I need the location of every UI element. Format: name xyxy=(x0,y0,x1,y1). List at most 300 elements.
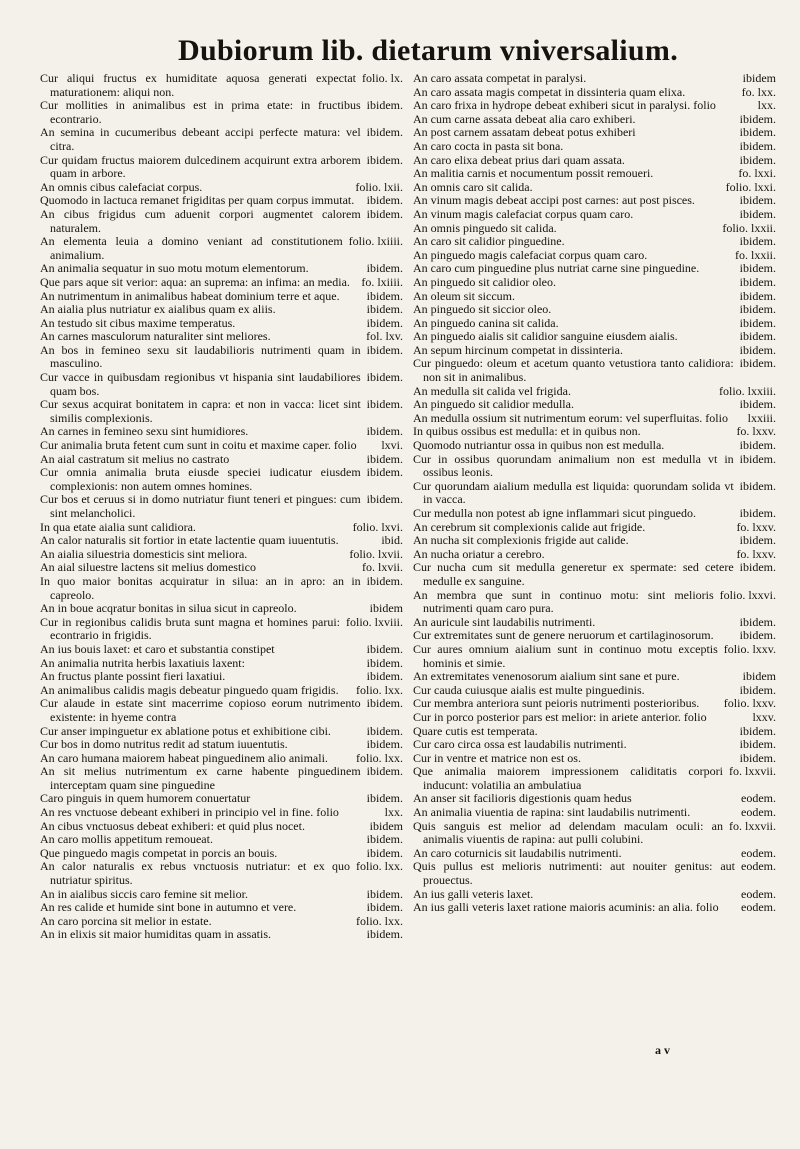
question-text: Cur mollities in animalibus est in prima etate: in fructibus econtrario. xyxy=(40,98,361,126)
question-text: An pinguedo sit siccior oleo. xyxy=(413,302,552,317)
question-text: An semina in cucumeribus debeant accipi perfecte matura: vel citra. xyxy=(40,125,361,153)
folio-reference: ibidem. xyxy=(739,682,776,697)
folio-reference: folio. lxxvi. xyxy=(719,587,776,602)
folio-reference: ibidem. xyxy=(739,288,776,303)
question-text: An vinum magis calefaciat corpus quam caro. xyxy=(413,206,634,221)
question-text: An auricule sint laudabilis nutrimenti. xyxy=(413,614,596,629)
folio-reference: ibidem. xyxy=(366,397,403,412)
folio-reference: fo. lxxii. xyxy=(735,247,776,262)
folio-reference: eodem. xyxy=(741,845,776,860)
folio-reference: ibidem. xyxy=(366,737,403,752)
index-entry xyxy=(413,167,776,181)
index-entry xyxy=(413,425,776,439)
index-entry xyxy=(40,928,403,942)
right-column xyxy=(413,72,776,942)
question-text: An omnis cibus calefaciat corpus. xyxy=(40,179,203,194)
question-text: An bos in femineo sexu sit laudabilioris nutrimenti quam in masculino. xyxy=(40,342,361,371)
question-text: An caro porcina sit melior in estate. xyxy=(40,913,212,928)
question-text: Cur quidam fructus maiorem dulcedinem acquirunt extra arborem quam in arbore. xyxy=(40,152,361,181)
folio-reference: folio. lxxii. xyxy=(722,220,776,235)
question-text: An animalia nutrita herbis laxatiuis laxent: xyxy=(40,655,245,670)
question-text: In qua etate aialia sunt calidiora. xyxy=(40,519,196,534)
question-text: An pinguedo canina sit calida. xyxy=(413,315,559,330)
question-text: An sit melius nutrimentum ex carne habente pinguedinem interceptam quam sine pinguedine xyxy=(40,764,361,792)
index-entry xyxy=(413,629,776,643)
index-entry xyxy=(413,860,776,887)
folio-reference: fo. lxiiii. xyxy=(361,274,403,289)
index-entry xyxy=(413,276,776,290)
folio-reference: ibidem xyxy=(369,601,403,616)
question-text: Cur omnia animalia bruta eiusde speciei iudicatur eiusdem complexionis: non autem omnes homines. xyxy=(40,465,361,493)
question-text: In quibus ossibus est medulla: et in quibus non. xyxy=(413,424,641,439)
question-text: An cum carne assata debeat alia caro exhiberi. xyxy=(413,111,636,126)
folio-reference: ibidem. xyxy=(739,750,776,765)
question-text: Cur vacce in quibusdam regionibus vt hispania sint laudabiliores quam bos. xyxy=(40,370,361,398)
question-text: An pinguedo sit calidior medulla. xyxy=(413,397,574,412)
folio-reference: ibidem. xyxy=(366,206,403,221)
question-text: Quomodo in lactuca remanet frigiditas per quam corpus immutat. xyxy=(40,193,355,208)
question-text: An nutrimentum in animalibus habeat dominium terre et aque. xyxy=(40,288,340,303)
folio-reference: lxx. xyxy=(757,98,776,113)
index-entry xyxy=(40,548,403,562)
folio-reference: ibidem. xyxy=(366,315,403,330)
folio-reference: ibidem. xyxy=(366,655,403,670)
question-text: An caro assata magis competat in dissinteria quam elixa. xyxy=(413,84,686,99)
folio-reference: eodem. xyxy=(741,859,776,874)
question-text: Cur in porco posterior pars est melior: in ariete anterior. folio xyxy=(413,709,707,724)
index-entry xyxy=(40,521,403,535)
index-entry xyxy=(413,181,776,195)
index-entry xyxy=(413,697,776,711)
question-text: An carnes masculorum naturaliter sint meliores. xyxy=(40,329,271,344)
folio-reference: ibid. xyxy=(381,533,403,548)
question-text: Cur extremitates sunt de genere neruorum et cartilaginosorum. xyxy=(413,628,714,643)
index-entry xyxy=(413,534,776,548)
question-text: Que pinguedo magis competat in porcis an bouis. xyxy=(40,845,278,860)
question-text: An caro frixa in hydrope debeat exhiberi sicut in paralysi. folio xyxy=(413,98,716,113)
question-text: An medulla sit calida vel frigida. xyxy=(413,383,571,398)
question-text: An pinguedo magis calefaciat corpus quam caro. xyxy=(413,247,648,262)
folio-reference: ibidem. xyxy=(739,614,776,629)
folio-reference: ibidem. xyxy=(366,573,403,588)
folio-reference: ibidem. xyxy=(739,302,776,317)
index-entry xyxy=(40,833,403,847)
folio-reference: fo. lxxvii. xyxy=(729,764,776,779)
index-entry xyxy=(40,616,403,643)
folio-reference: ibidem. xyxy=(366,791,403,806)
folio-reference: eodem. xyxy=(741,900,776,915)
index-entry xyxy=(40,575,403,602)
folio-reference: folio. lxxv. xyxy=(723,696,776,711)
question-text: An res vnctuose debeant exhiberi in principio vel in fine. folio xyxy=(40,805,339,820)
running-header: Dubiorum lib. dietarum vniversalium. xyxy=(178,34,678,67)
index-entry xyxy=(40,738,403,752)
folio-reference: ibidem. xyxy=(366,261,403,276)
index-entry xyxy=(40,657,403,671)
folio-reference: ibidem. xyxy=(366,723,403,738)
question-text: An carnes in femineo sexu sint humidiores. xyxy=(40,424,249,439)
index-entry xyxy=(413,684,776,698)
question-text: An aial castratum sit melius no castrato xyxy=(40,451,230,466)
folio-reference: ibidem. xyxy=(366,832,403,847)
question-text: An in boue acqratur bonitas in silua sicut in capreolo. xyxy=(40,601,297,616)
question-text: Quare cutis est temperata. xyxy=(413,723,538,738)
folio-reference: ibidem. xyxy=(739,451,776,466)
index-entry xyxy=(413,140,776,154)
question-text: Cur pinguedo: oleum et acetum quanto vetustiora tanto calidiora: non sit in animalibus. xyxy=(413,356,734,385)
index-entry xyxy=(40,888,403,902)
question-text: An animalibus calidis magis debeatur pinguedo quam frigidis. xyxy=(40,682,339,697)
signature-mark: a v xyxy=(655,1043,670,1057)
folio-reference: ibidem. xyxy=(739,111,776,126)
folio-reference: ibidem. xyxy=(739,628,776,643)
index-entry xyxy=(413,303,776,317)
folio-reference: fo. lxx. xyxy=(741,84,776,99)
index-columns xyxy=(40,72,776,942)
folio-reference: ibidem. xyxy=(739,125,776,140)
question-text: An animalia sequatur in suo motu motum elementorum. xyxy=(40,261,309,276)
question-text: An cerebrum sit complexionis calide aut frigide. xyxy=(413,519,646,534)
index-entry xyxy=(413,901,776,915)
question-text: An pinguedo aialis sit calidior sanguine eiusdem aialis. xyxy=(413,329,678,344)
index-entry xyxy=(413,99,776,113)
index-entry xyxy=(413,262,776,276)
folio-reference: ibidem. xyxy=(739,138,776,153)
question-text: Cur in ventre et matrice non est os. xyxy=(413,750,581,765)
question-text: An ius galli veteris laxet. xyxy=(413,886,534,901)
question-text: An sepum hircinum competat in dissinteria. xyxy=(413,342,623,357)
folio-reference: ibidem. xyxy=(739,737,776,752)
question-text: An caro sit calidior pinguedine. xyxy=(413,234,565,249)
index-entry xyxy=(413,126,776,140)
folio-reference: folio. lx. xyxy=(362,71,403,85)
index-entry xyxy=(40,792,403,806)
folio-reference: ibidem. xyxy=(739,438,776,453)
folio-reference: folio. lxviii. xyxy=(346,614,403,629)
folio-reference: ibidem. xyxy=(366,927,403,942)
question-text: Cur anser impinguetur ex ablatione potus et exhibitione cibi. xyxy=(40,723,331,738)
question-text: Cur aliqui fructus ex humiditate aquosa generati expectat maturationem: aliqui non. xyxy=(40,71,356,99)
folio-reference: folio. lxvii. xyxy=(349,546,403,561)
index-entry xyxy=(413,752,776,766)
index-entry xyxy=(40,344,403,371)
question-text: An ius bouis laxet: et caro et substantia constipet xyxy=(40,641,275,656)
folio-reference: ibidem. xyxy=(739,533,776,548)
folio-reference: ibidem. xyxy=(366,451,403,466)
folio-reference: eodem. xyxy=(741,886,776,901)
question-text: An fructus plante possint fieri laxatiui. xyxy=(40,669,226,684)
folio-reference: ibidem. xyxy=(366,342,403,357)
index-entry xyxy=(413,208,776,222)
index-entry xyxy=(40,262,403,276)
folio-reference: fo. lxxv. xyxy=(736,519,776,534)
folio-reference: fo. lxxvii. xyxy=(729,818,776,833)
index-entry xyxy=(40,208,403,235)
index-entry xyxy=(413,72,776,86)
index-entry xyxy=(40,643,403,657)
question-text: Cur bos in domo nutritus redit ad statum iuuentutis. xyxy=(40,737,288,752)
folio-reference: folio. lxii. xyxy=(355,179,403,194)
folio-reference: ibidem. xyxy=(739,152,776,167)
index-entry xyxy=(40,901,403,915)
folio-reference: fol. lxv. xyxy=(366,329,403,344)
index-entry xyxy=(413,616,776,630)
folio-reference: ibidem. xyxy=(366,764,403,779)
folio-reference: fo. lxxi. xyxy=(738,166,776,181)
folio-reference: ibidem. xyxy=(739,274,776,289)
folio-reference: folio. lxvi. xyxy=(352,519,403,534)
folio-reference: ibidem. xyxy=(739,560,776,575)
index-entry xyxy=(413,412,776,426)
question-text: Cur medulla non potest ab igne inflammari sicut pinguedo. xyxy=(413,506,696,520)
index-entry xyxy=(40,371,403,398)
question-text: An aialia plus nutriatur ex aialibus quam ex aliis. xyxy=(40,302,276,317)
index-entry xyxy=(413,561,776,588)
question-text: Quomodo nutriantur ossa in quibus non est medulla. xyxy=(413,438,665,453)
index-entry xyxy=(413,521,776,535)
folio-reference: ibidem. xyxy=(366,193,403,208)
folio-reference: ibidem. xyxy=(366,424,403,439)
question-text: An animalia viuentia de rapina: sint laudabilis nutrimenti. xyxy=(413,805,691,820)
question-text: An omnis caro sit calida. xyxy=(413,179,533,194)
question-text: An caro cum pinguedine plus nutriat carne sine pinguedine. xyxy=(413,261,700,276)
folio-reference: lxvi. xyxy=(381,438,403,453)
question-text: An elementa leuia a domino veniant ad constitutionem animalium. xyxy=(40,234,343,262)
question-text: Caro pinguis in quem humorem conuertatur xyxy=(40,791,251,806)
index-entry xyxy=(413,330,776,344)
index-entry xyxy=(40,670,403,684)
index-entry xyxy=(40,425,403,439)
question-text: Quis sanguis est melior ad delendam maculam oculi: an animalis viuentis de rapina: aut pulli colubini. xyxy=(413,818,723,847)
folio-reference: ibidem. xyxy=(366,98,403,113)
index-entry xyxy=(40,303,403,317)
index-entry xyxy=(413,792,776,806)
index-entry xyxy=(413,548,776,562)
question-text: An cibus frigidus cum aduenit corpori augmentet calorem naturalem. xyxy=(40,206,361,235)
question-text: An vinum magis debeat accipi post carnes: aut post pisces. xyxy=(413,193,695,208)
question-text: In quo maior bonitas acquiratur in silua: an in apro: an in capreolo. xyxy=(40,573,361,602)
index-entry xyxy=(413,344,776,358)
question-text: An malitia carnis et nocumentum possit remoueri. xyxy=(413,166,654,181)
question-text: Cur aures omnium aialium sunt in continuo motu exceptis hominis et simie. xyxy=(413,641,718,670)
question-text: An caro elixa debeat prius dari quam assata. xyxy=(413,152,625,167)
index-entry xyxy=(40,330,403,344)
folio-reference: ibidem. xyxy=(739,329,776,344)
folio-reference: lxxiii. xyxy=(747,410,776,425)
index-entry xyxy=(40,235,403,262)
index-entry xyxy=(413,235,776,249)
folio-reference: ibidem xyxy=(742,71,776,85)
folio-reference: folio. lxx. xyxy=(356,750,403,765)
question-text: Que pars aque sit verior: aqua: an suprema: an infima: an media. xyxy=(40,274,350,289)
folio-reference: ibidem xyxy=(369,818,403,833)
index-entry xyxy=(40,493,403,520)
folio-reference: ibidem. xyxy=(739,356,776,371)
index-entry xyxy=(413,806,776,820)
question-text: Quis pullus est melioris nutrimenti: aut nouiter genitus: aut prouectus. xyxy=(413,859,735,888)
index-entry xyxy=(413,398,776,412)
index-entry xyxy=(40,99,403,126)
folio-reference: ibidem. xyxy=(739,506,776,520)
index-entry xyxy=(413,154,776,168)
folio-reference: ibidem. xyxy=(366,125,403,140)
question-text: An caro cocta in pasta sit bona. xyxy=(413,138,564,153)
question-text: An calor naturalis ex rebus vnctuosis nutriatur: et ex quo nutriatur spiritus. xyxy=(40,859,350,888)
question-text: An caro coturnicis sit laudabilis nutrimenti. xyxy=(413,845,622,860)
index-entry xyxy=(413,711,776,725)
folio-reference: folio. lxx. xyxy=(356,682,403,697)
question-text: An pinguedo sit calidior oleo. xyxy=(413,274,556,289)
folio-reference: ibidem. xyxy=(739,397,776,412)
folio-reference: ibidem. xyxy=(366,302,403,317)
question-text: An cibus vnctuosus debeat exhiberi: et quid plus nocet. xyxy=(40,818,305,833)
question-text: An ius galli veteris laxet ratione maioris acuminis: an alia. folio xyxy=(413,900,719,915)
index-entry xyxy=(40,534,403,548)
folio-reference: ibidem. xyxy=(366,288,403,303)
index-entry xyxy=(40,72,403,99)
question-text: An in elixis sit maior humiditas quam in assatis. xyxy=(40,927,271,942)
index-entry xyxy=(413,589,776,616)
folio-reference: ibidem. xyxy=(366,152,403,167)
folio-reference: ibidem. xyxy=(739,261,776,276)
folio-reference: ibidem. xyxy=(366,845,403,860)
question-text: An caro humana maiorem habeat pinguedinem alio animali. xyxy=(40,750,328,765)
folio-reference: folio. lxxiii. xyxy=(719,383,776,398)
index-entry xyxy=(413,357,776,384)
folio-reference: ibidem. xyxy=(739,234,776,249)
question-text: An testudo sit cibus maxime temperatus. xyxy=(40,315,236,330)
folio-reference: ibidem. xyxy=(366,669,403,684)
question-text: Que animalia maiorem impressionem caliditatis corpori inducunt: volatilia an ambulatiua xyxy=(413,764,723,792)
index-entry xyxy=(40,697,403,724)
index-entry xyxy=(40,725,403,739)
folio-reference: ibidem. xyxy=(739,193,776,208)
folio-reference: fo. lxxv. xyxy=(736,546,776,561)
folio-reference: fo. lxvii. xyxy=(362,560,403,575)
question-text: An nucha oriatur a cerebro. xyxy=(413,546,545,561)
index-entry xyxy=(40,860,403,887)
index-entry xyxy=(413,765,776,792)
question-text: Cur caro circa ossa est laudabilis nutrimenti. xyxy=(413,737,627,752)
index-entry xyxy=(40,181,403,195)
folio-reference: ibidem. xyxy=(366,696,403,711)
question-text: Cur in regionibus calidis bruta sunt magna et homines parui: econtrario in frigidis. xyxy=(40,614,340,643)
index-entry xyxy=(413,453,776,480)
question-text: Cur sexus acquirat bonitatem in capra: et non in vacca: licet sint similis complexionis. xyxy=(40,397,361,425)
folio-reference: ibidem. xyxy=(739,723,776,738)
folio-reference: folio. lxxv. xyxy=(723,641,776,656)
folio-reference: eodem. xyxy=(741,805,776,820)
index-entry xyxy=(40,276,403,290)
index-entry xyxy=(40,126,403,153)
index-entry xyxy=(413,480,776,507)
index-entry xyxy=(413,820,776,847)
question-text: An aialia siluestria domesticis sint meliora. xyxy=(40,546,248,561)
question-text: An nucha sit complexionis frigide aut calide. xyxy=(413,533,629,548)
question-text: An in aialibus siccis caro femine sit melior. xyxy=(40,886,248,901)
question-text: An caro mollis appetitum remoueat. xyxy=(40,832,213,847)
folio-reference: ibidem. xyxy=(366,886,403,901)
index-entry xyxy=(40,154,403,181)
folio-reference: ibidem. xyxy=(739,206,776,221)
index-entry xyxy=(413,317,776,331)
index-entry xyxy=(40,439,403,453)
folio-reference: ibidem. xyxy=(366,370,403,385)
folio-reference: lxx. xyxy=(384,805,403,820)
index-entry xyxy=(413,643,776,670)
index-entry xyxy=(40,915,403,929)
question-text: An calor naturalis sit fortior in etate lactentie quam iuuentutis. xyxy=(40,533,339,548)
index-entry xyxy=(413,194,776,208)
index-entry xyxy=(40,820,403,834)
index-entry xyxy=(413,290,776,304)
question-text: An medulla ossium sit nutrimentum eorum: vel superfluitas. folio xyxy=(413,410,728,425)
folio-reference: ibidem. xyxy=(366,492,403,507)
index-entry xyxy=(40,194,403,208)
index-entry xyxy=(40,765,403,792)
index-entry xyxy=(413,113,776,127)
index-entry xyxy=(413,670,776,684)
question-text: An aial siluestre lactens sit melius domestico xyxy=(40,560,256,575)
index-entry xyxy=(40,290,403,304)
index-entry xyxy=(40,752,403,766)
index-entry xyxy=(40,317,403,331)
folio-reference: fo. lxxv. xyxy=(736,424,776,439)
index-entry xyxy=(413,725,776,739)
index-entry xyxy=(413,847,776,861)
index-entry xyxy=(413,507,776,521)
index-entry xyxy=(40,806,403,820)
index-entry xyxy=(40,466,403,493)
index-entry xyxy=(413,385,776,399)
index-entry xyxy=(413,249,776,263)
index-entry xyxy=(413,439,776,453)
question-text: Cur cauda cuiusque aialis est multe pinguedinis. xyxy=(413,682,645,697)
index-entry xyxy=(413,222,776,236)
question-text: Cur in ossibus quorundam animalium non est medulla vt in ossibus leonis. xyxy=(413,451,734,480)
question-text: An res calide et humide sint bone in autumno et vere. xyxy=(40,900,297,915)
folio-reference: folio. lxiiii. xyxy=(348,234,403,249)
question-text: An omnis pinguedo sit calida. xyxy=(413,220,557,235)
question-text: An extremitates venenosorum aialium sint sane et pure. xyxy=(413,669,680,684)
question-text: Cur membra anteriora sunt peioris nutrimenti posterioribus. xyxy=(413,696,700,711)
folio-reference: folio. lxx. xyxy=(356,859,403,874)
folio-reference: folio. lxxi. xyxy=(725,179,776,194)
index-entry xyxy=(40,847,403,861)
folio-reference: ibidem. xyxy=(366,641,403,656)
index-entry xyxy=(413,738,776,752)
question-text: Cur quorundam aialium medulla est liquida: quorundam solida vt in vacca. xyxy=(413,478,734,507)
index-entry xyxy=(40,602,403,616)
folio-reference: folio. lxx. xyxy=(356,913,403,928)
folio-reference: ibidem xyxy=(742,669,776,684)
index-entry xyxy=(40,398,403,425)
left-column xyxy=(40,72,403,942)
index-entry xyxy=(413,888,776,902)
folio-reference: lxxv. xyxy=(752,709,776,724)
folio-reference: ibidem. xyxy=(366,900,403,915)
question-text: Cur bos et ceruus si in domo nutriatur fiunt teneri et pingues: cum sint melancholici. xyxy=(40,492,361,520)
folio-reference: ibidem. xyxy=(739,478,776,493)
question-text: An post carnem assatam debeat potus exhiberi xyxy=(413,125,636,140)
folio-reference: ibidem. xyxy=(739,342,776,357)
folio-reference: ibidem. xyxy=(366,465,403,480)
question-text: Cur animalia bruta fetent cum sunt in coitu et maxime caper. folio xyxy=(40,438,357,453)
index-entry xyxy=(413,86,776,100)
index-entry xyxy=(40,561,403,575)
question-text: Cur nucha cum sit medulla generetur ex spermate: sed cetere medulle ex sanguine. xyxy=(413,560,734,588)
folio-reference: eodem. xyxy=(741,791,776,806)
